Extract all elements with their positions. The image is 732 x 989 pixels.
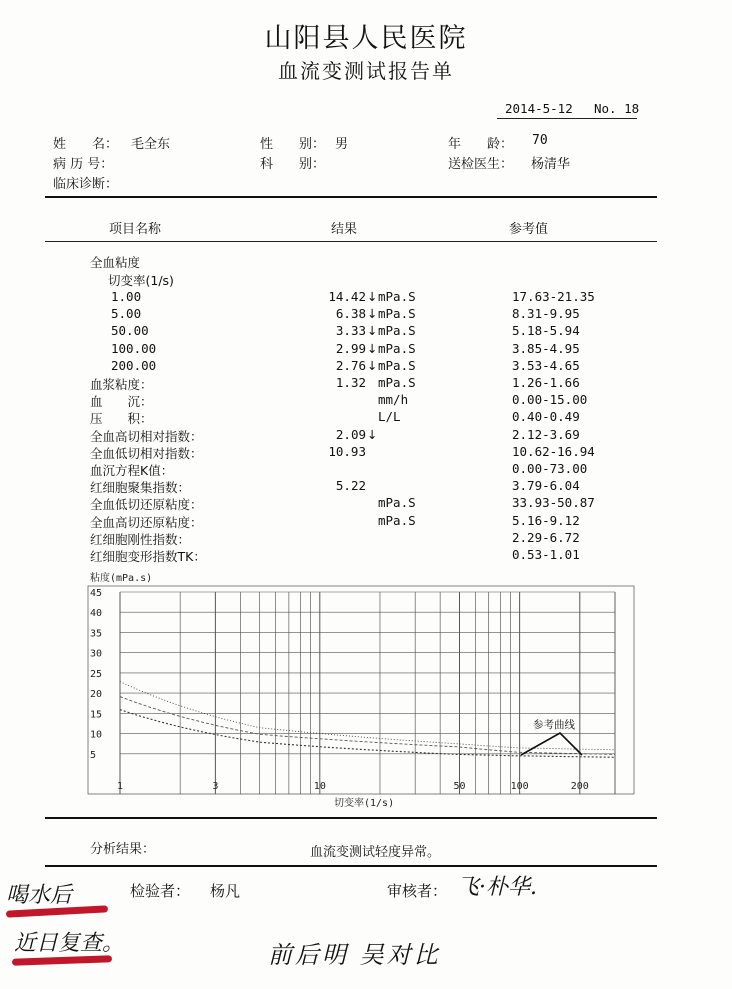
x-tick-label: 50 bbox=[453, 781, 466, 792]
row-result: 14.42 bbox=[328, 289, 366, 304]
series-line bbox=[120, 682, 615, 750]
row-reference: 0.00-73.00 bbox=[512, 461, 588, 476]
row-flag: ↓ bbox=[367, 357, 378, 373]
y-tick-label: 10 bbox=[90, 729, 103, 741]
row-name: 红细胞刚性指数： bbox=[90, 531, 191, 547]
divider-bottom bbox=[45, 865, 657, 867]
handwritten-note-2: 近日复查。 bbox=[14, 931, 125, 956]
row-name: 1.00 bbox=[111, 289, 142, 304]
row-reference: 1.26-1.66 bbox=[512, 375, 580, 390]
row-reference: 3.53-4.65 bbox=[512, 357, 580, 373]
name-label: 姓 名： bbox=[53, 137, 119, 152]
row-result: 6.38 bbox=[335, 306, 366, 322]
gender-label: 性 别： bbox=[260, 137, 326, 152]
reviewer-signature: 飞·朴华. bbox=[457, 875, 537, 900]
row-unit: mPa.S bbox=[378, 375, 416, 390]
divider-top bbox=[45, 196, 657, 198]
row-flag: ↓ bbox=[367, 323, 378, 339]
y-tick-label: 45 bbox=[90, 588, 103, 599]
dept-label: 科 别： bbox=[260, 157, 326, 172]
row-name: 全血高切还原粘度： bbox=[90, 514, 203, 530]
diagnosis-label: 临床诊断： bbox=[53, 177, 119, 192]
y-ticks bbox=[90, 588, 102, 761]
row-reference: 2.12-3.69 bbox=[512, 426, 580, 442]
row-flag: ↓ bbox=[367, 426, 378, 442]
y-tick-label: 15 bbox=[90, 709, 103, 721]
x-ticks bbox=[117, 781, 589, 792]
row-reference: 8.31-9.95 bbox=[512, 306, 580, 322]
report-date: 2014-5-12 bbox=[505, 101, 573, 116]
row-unit: L/L bbox=[378, 409, 401, 425]
analysis-text: 血流变测试轻度异常。 bbox=[310, 845, 441, 860]
inspector-name: 杨凡 bbox=[210, 882, 241, 900]
row-flag: ↓ bbox=[367, 289, 378, 304]
row-result: 10.93 bbox=[328, 443, 366, 459]
handwritten-comment: 前后明 吴对比 bbox=[268, 941, 441, 969]
row-unit: mPa.S bbox=[378, 306, 416, 322]
row-name: 血 沉： bbox=[90, 394, 153, 410]
row-reference: 5.18-5.94 bbox=[512, 323, 580, 339]
row-reference: 3.79-6.04 bbox=[512, 478, 580, 494]
group-label: 全血粘度 bbox=[90, 255, 141, 270]
header-reference: 参考值 bbox=[509, 222, 549, 237]
age-label: 年 龄： bbox=[448, 137, 514, 152]
row-unit: mPa.S bbox=[378, 323, 416, 339]
header-item: 项目名称 bbox=[109, 222, 162, 237]
row-result: 1.32 bbox=[335, 375, 366, 390]
row-reference: 33.93-50.87 bbox=[512, 495, 595, 511]
x-tick-label: 100 bbox=[510, 781, 529, 792]
row-result: 5.22 bbox=[335, 478, 366, 494]
y-tick-label: 30 bbox=[90, 648, 103, 660]
row-reference: 2.29-6.72 bbox=[512, 529, 580, 545]
report-number: No. 18 bbox=[594, 101, 640, 116]
row-name: 血沉方程K值： bbox=[90, 463, 174, 478]
x-tick-label: 3 bbox=[212, 781, 219, 792]
patient-age: 70 bbox=[532, 133, 548, 148]
row-name: 5.00 bbox=[111, 306, 142, 322]
patient-gender: 男 bbox=[335, 137, 349, 152]
row-name: 200.00 bbox=[111, 357, 157, 373]
row-unit: mPa.S bbox=[378, 512, 416, 528]
hospital-name: 山阳县人民医院 bbox=[264, 23, 468, 54]
shear-rate-label: 切变率(1/s) bbox=[108, 273, 174, 288]
row-name: 100.00 bbox=[111, 340, 157, 356]
row-name: 全血高切相对指数： bbox=[90, 428, 203, 444]
chart-grid bbox=[120, 592, 615, 794]
doctor-name: 杨清华 bbox=[531, 157, 571, 172]
row-result: 2.76 bbox=[335, 357, 366, 373]
row-name: 血浆粘度： bbox=[90, 377, 153, 392]
row-result: 2.99 bbox=[335, 340, 366, 356]
row-name: 全血低切相对指数： bbox=[90, 445, 203, 461]
inspector-label: 检验者： bbox=[130, 882, 191, 900]
row-unit: mPa.S bbox=[378, 340, 416, 356]
chart-ylabel: 粘度(mPa.s) bbox=[90, 573, 153, 584]
chart-xlabel: 切变率(1/s) bbox=[334, 798, 395, 809]
row-unit: mPa.S bbox=[378, 289, 416, 304]
row-reference: 10.62-16.94 bbox=[512, 443, 595, 459]
chart-frame bbox=[88, 586, 634, 794]
row-name: 红细胞变形指数TK： bbox=[90, 549, 206, 564]
row-reference: 17.63-21.35 bbox=[512, 289, 595, 304]
legend-marker bbox=[521, 733, 582, 755]
y-tick-label: 40 bbox=[90, 608, 103, 620]
date-underline bbox=[497, 118, 637, 119]
row-flag: ↓ bbox=[367, 306, 378, 322]
divider-analysis bbox=[45, 817, 657, 819]
reviewer-label: 审核者： bbox=[387, 882, 448, 900]
row-name: 全血低切还原粘度： bbox=[90, 497, 203, 513]
record-label: 病 历 号： bbox=[53, 157, 114, 172]
row-name: 50.00 bbox=[111, 323, 149, 339]
row-reference: 3.85-4.95 bbox=[512, 340, 580, 356]
y-tick-label: 20 bbox=[90, 689, 103, 701]
viscosity-chart bbox=[0, 568, 732, 813]
divider-header bbox=[45, 241, 657, 242]
row-unit: mm/h bbox=[378, 392, 409, 408]
doctor-label: 送检医生： bbox=[448, 157, 514, 172]
y-tick-label: 5 bbox=[90, 749, 97, 761]
y-tick-label: 35 bbox=[90, 628, 103, 640]
row-reference: 0.53-1.01 bbox=[512, 547, 580, 562]
row-reference: 0.40-0.49 bbox=[512, 409, 580, 425]
header-result: 结果 bbox=[331, 222, 358, 237]
analysis-label: 分析结果： bbox=[90, 842, 156, 857]
handwritten-note-1: 喝水后 bbox=[6, 883, 73, 908]
row-reference: 0.00-15.00 bbox=[512, 392, 588, 408]
row-flag: ↓ bbox=[367, 340, 378, 356]
row-reference: 5.16-9.12 bbox=[512, 512, 580, 528]
report-title: 血流变测试报告单 bbox=[278, 59, 454, 83]
x-tick-label: 200 bbox=[570, 781, 589, 792]
legend-label: 参考曲线 bbox=[533, 719, 575, 731]
x-tick-label: 1 bbox=[116, 781, 124, 792]
patient-name: 毛全东 bbox=[131, 137, 171, 152]
chart-legend bbox=[521, 718, 582, 755]
row-unit: mPa.S bbox=[378, 357, 416, 373]
row-result: 3.33 bbox=[335, 323, 366, 339]
row-unit: mPa.S bbox=[378, 495, 416, 511]
row-name: 红细胞聚集指数： bbox=[90, 480, 191, 496]
row-name: 压 积： bbox=[90, 411, 153, 427]
x-tick-label: 10 bbox=[313, 781, 326, 792]
row-result: 2.09 bbox=[335, 426, 366, 442]
y-tick-label: 25 bbox=[90, 668, 103, 680]
